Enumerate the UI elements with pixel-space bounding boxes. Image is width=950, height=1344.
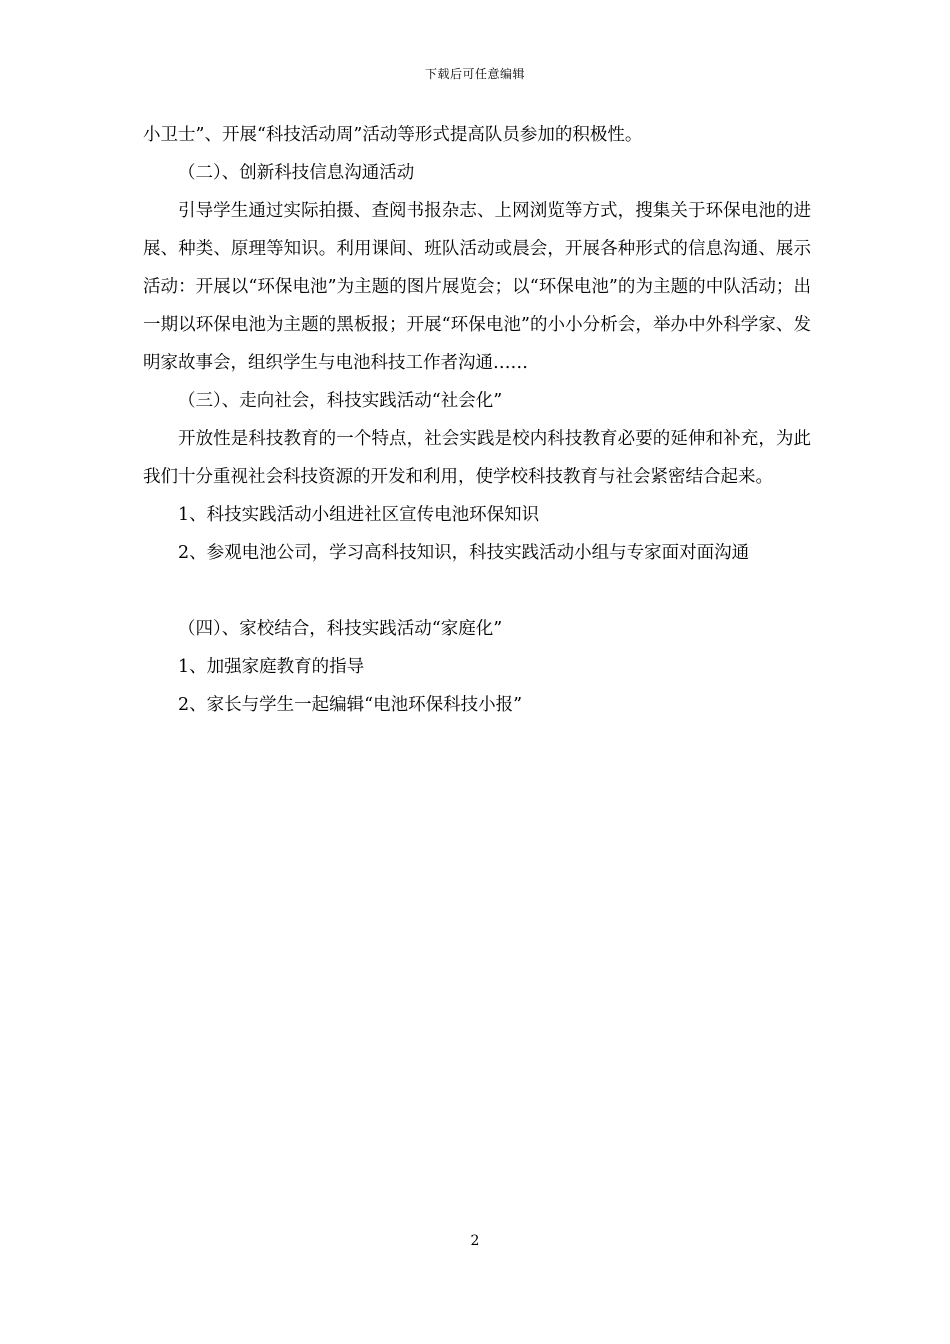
paragraph-openness: 开放性是科技教育的一个特点，社会实践是校内科技教育必要的延伸和补充，为此我们十分重视社会科技资源的开发和利用，使学校科技教育与社会紧密结合起来。 (143, 429, 811, 487)
list-item-newspaper: 2、家长与学生一起编辑“电池环保科技小报” (178, 695, 523, 715)
section-heading-2: （二）、创新科技信息沟通活动 (178, 163, 415, 183)
page-header: 下载后可任意编辑 (424, 67, 525, 81)
list-item-company-visit: 2、参观电池公司，学习高科技知识，科技实践活动小组与专家面对面沟通 (178, 543, 750, 563)
paragraph-info-exchange: 引导学生通过实际拍摄、查阅书报杂志、上网浏览等方式，搜集关于环保电池的进展、种类、原理等知识。利用课间、班队活动或晨会，开展各种形式的信息沟通、展示活动：开展以“环保电池”为主题的图片展览会；以“环保电池”的为主题的中队活动；出一期以环保电池为主题的黑板报；开展“环保电池”的小小分析会，举办中外科学家、发明家故事会，组织学生与电池科技工作者沟通…… (143, 201, 811, 373)
document-body (143, 116, 811, 724)
list-item-family-guidance: 1、加强家庭教育的指导 (178, 657, 365, 677)
section-heading-3: （三）、走向社会，科技实践活动“社会化” (178, 391, 503, 411)
section-heading-4: （四）、家校结合，科技实践活动“家庭化” (178, 619, 503, 639)
page-number: 2 (470, 1233, 480, 1249)
blank-line (143, 572, 811, 610)
list-item-community: 1、科技实践活动小组进社区宣传电池环保知识 (178, 505, 540, 525)
paragraph-continuation: 小卫士”、开展“科技活动周”活动等形式提高队员参加的积极性。 (143, 125, 643, 145)
